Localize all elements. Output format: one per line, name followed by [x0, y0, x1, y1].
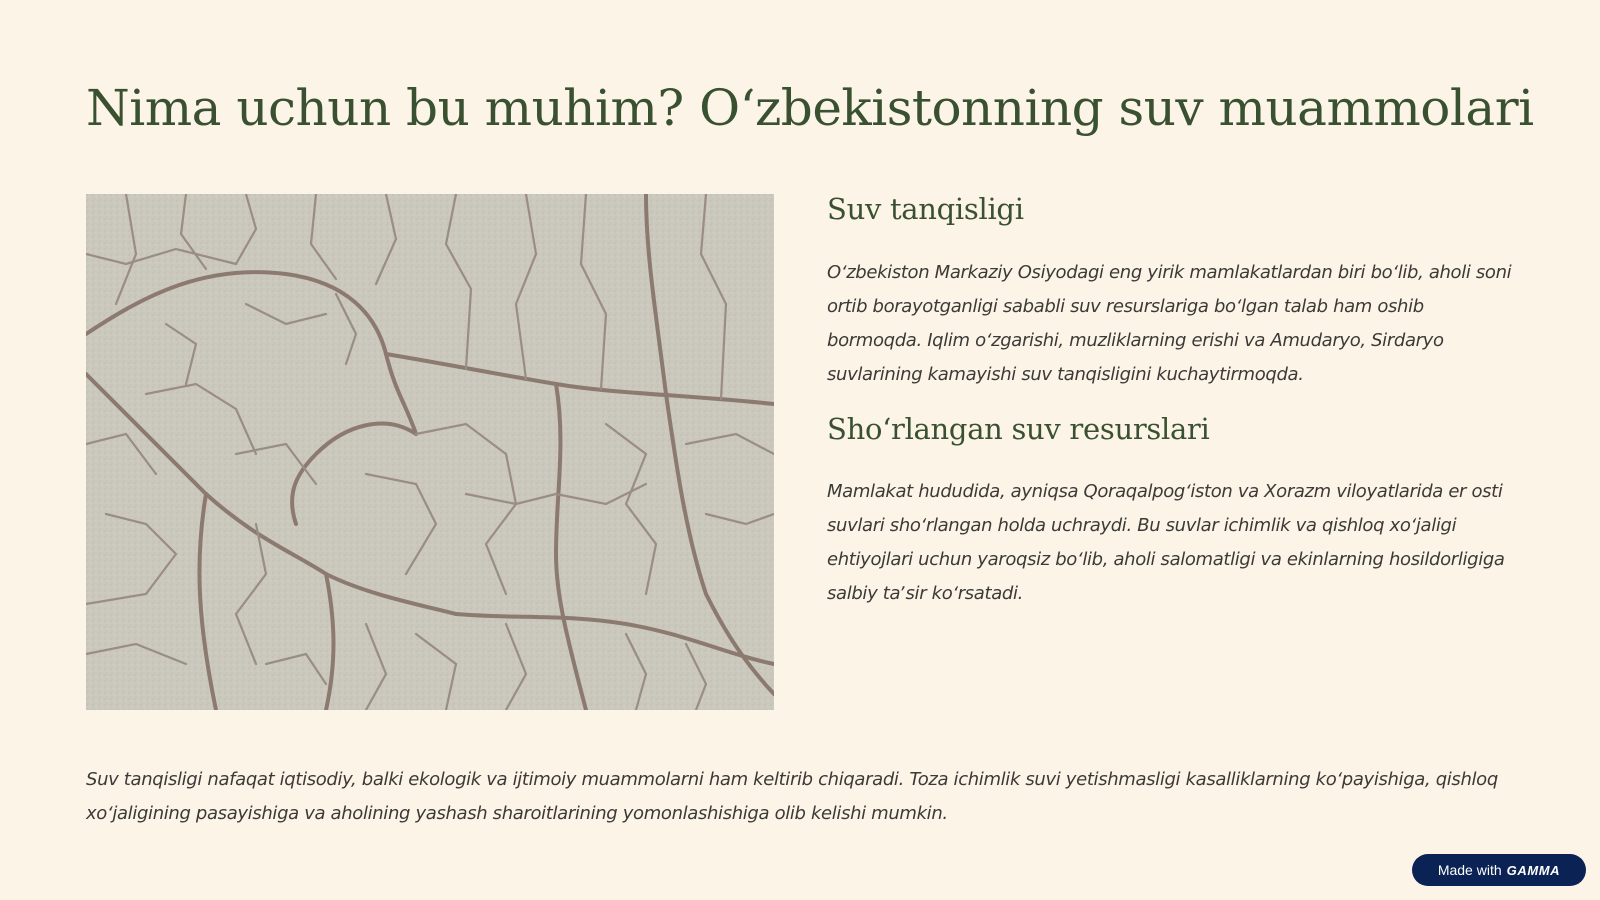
section-heading-water-scarcity: Suv tanqisligi — [827, 192, 1024, 226]
section-text-saline-water: Mamlakat hududida, ayniqsa Qoraqalpogʻiston va Xorazm viloyatlarida er osti suvlari shoʻrlangan holda uchraydi. Bu suvlar ichimlik va qishloq xoʻjaligi ehtiyojlari uchun yaroqsiz boʻlib, aholi salomatligi va ekinlarning hosildorligiga salbiy taʼsir koʻrsatadi. — [827, 481, 1505, 604]
slide-title: Nima uchun bu muhim? Oʻzbekistonning suv muammolari — [86, 79, 1534, 137]
gamma-logo-text: GAMMA — [1506, 862, 1561, 878]
badge-prefix: Made with — [1437, 862, 1502, 878]
cracked-dry-earth-image — [86, 194, 774, 710]
cracked-earth-illustration — [86, 194, 774, 710]
made-with-gamma-badge[interactable] — [1412, 854, 1586, 886]
summary-paragraph: Suv tanqisligi nafaqat iqtisodiy, balki ekologik va ijtimoiy muammolarni ham keltirib chiqaradi. Toza ichimlik suvi yetishmasligi kasalliklarning koʻpayishiga, qishloq xoʻjaligining pasayishiga va aholining yashash sharoitlarining yomonlashishiga olib kelishi mumkin. — [86, 769, 1498, 824]
section-text-water-scarcity: Oʻzbekiston Markaziy Osiyodagi eng yirik mamlakatlardan biri boʻlib, aholi soni ortib borayotganligi sababli suv resurslariga boʻlgan talab ham oshib bormoqda. Iqlim oʻzgarishi, muzliklarning erishi va Amudaryo, Sirdaryo suvlarining kamayishi suv tanqisligini kuchaytirmoqda. — [827, 262, 1512, 385]
section-heading-saline-water: Shoʻrlangan suv resurslari — [827, 412, 1210, 446]
